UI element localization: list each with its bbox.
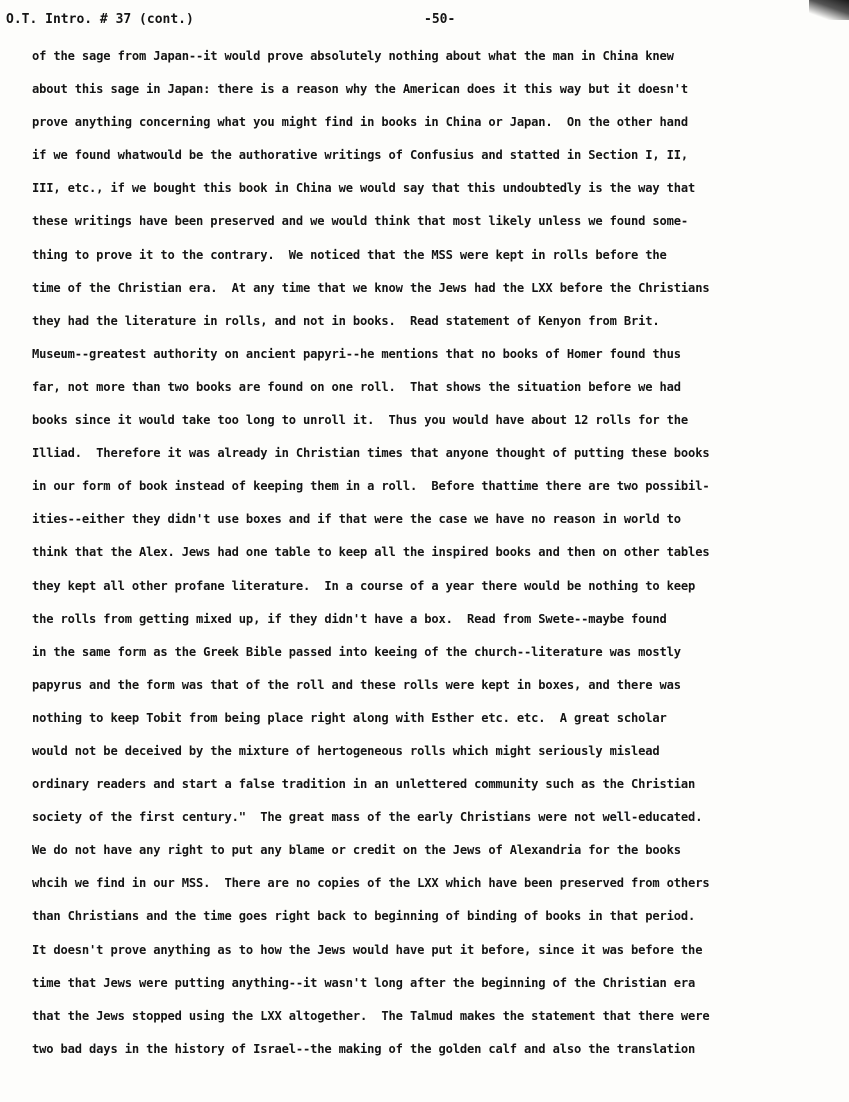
text-line: in the same form as the Greek Bible passed into keeing of the church--literature was mostly	[32, 644, 681, 659]
text-line: nothing to keep Tobit from being place right along with Esther etc. etc. A great scholar	[32, 710, 667, 725]
page-header-title: O.T. Intro. # 37 (cont.)	[6, 12, 194, 27]
text-line: two bad days in the history of Israel--the making of the golden calf and also the translation	[32, 1041, 696, 1056]
text-line: Illiad. Therefore it was already in Christian times that anyone thought of putting these books	[32, 446, 710, 461]
text-line: ities--either they didn't use boxes and if that were the case we have no reason in world to	[32, 512, 681, 527]
page-number: -50-	[424, 12, 456, 27]
text-line: that the Jews stopped using the LXX altogether. The Talmud makes the statement that there were	[32, 1008, 710, 1023]
text-line: It doesn't prove anything as to how the Jews would have put it before, since it was before the	[32, 942, 703, 957]
text-line: papyrus and the form was that of the roll and these rolls were kept in boxes, and there was	[32, 677, 681, 692]
text-line: than Christians and the time goes right back to beginning of binding of books in that period.	[32, 909, 696, 924]
text-line: ordinary readers and start a false tradition in an unlettered community such as the Christian	[32, 777, 696, 792]
text-line: about this sage in Japan: there is a reason why the American does it this way but it doesn't	[32, 82, 689, 97]
text-line: Museum--greatest authority on ancient papyri--he mentions that no books of Homer found thus	[32, 346, 681, 361]
text-line: prove anything concerning what you might find in books in China or Japan. On the other hand	[32, 115, 689, 130]
text-line: whcih we find in our MSS. There are no copies of the LXX which have been preserved from others	[32, 876, 710, 891]
text-line: if we found whatwould be the authorative writings of Confusius and statted in Section I, II,	[32, 148, 689, 163]
text-line: of the sage from Japan--it would prove absolutely nothing about what the man in China knew	[32, 49, 674, 63]
text-line: think that the Alex. Jews had one table to keep all the inspired books and then on other tables	[32, 545, 710, 560]
text-line: the rolls from getting mixed up, if they didn't have a box. Read from Swete--maybe found	[32, 611, 667, 626]
text-line: in our form of book instead of keeping them in a roll. Before thattime there are two possibil-	[32, 479, 710, 494]
text-line: books since it would take too long to unroll it. Thus you would have about 12 rolls for the	[32, 413, 689, 428]
text-line: time of the Christian era. At any time that we know the Jews had the LXX before the Christians	[32, 280, 710, 295]
text-line: would not be deceived by the mixture of hertogeneous rolls which might seriously mislead	[32, 743, 660, 758]
text-line: they kept all other profane literature. In a course of a year there would be nothing to keep	[32, 578, 696, 593]
text-line: society of the first century." The great mass of the early Christians were not well-educated.	[32, 810, 703, 825]
text-line: time that Jews were putting anything--it wasn't long after the beginning of the Christian era	[32, 975, 696, 990]
body-text	[32, 45, 832, 1071]
text-line: far, not more than two books are found on one roll. That shows the situation before we had	[32, 379, 681, 394]
text-line: III, etc., if we bought this book in China we would say that this undoubtedly is the way that	[32, 181, 696, 196]
text-line: these writings have been preserved and we would think that most likely unless we found some-	[32, 214, 689, 229]
text-line: We do not have any right to put any blame or credit on the Jews of Alexandria for the books	[32, 843, 681, 858]
scan-corner-shadow	[809, 0, 849, 20]
text-line: thing to prove it to the contrary. We noticed that the MSS were kept in rolls before the	[32, 247, 667, 262]
text-line: they had the literature in rolls, and not in books. Read statement of Kenyon from Brit.	[32, 313, 660, 328]
